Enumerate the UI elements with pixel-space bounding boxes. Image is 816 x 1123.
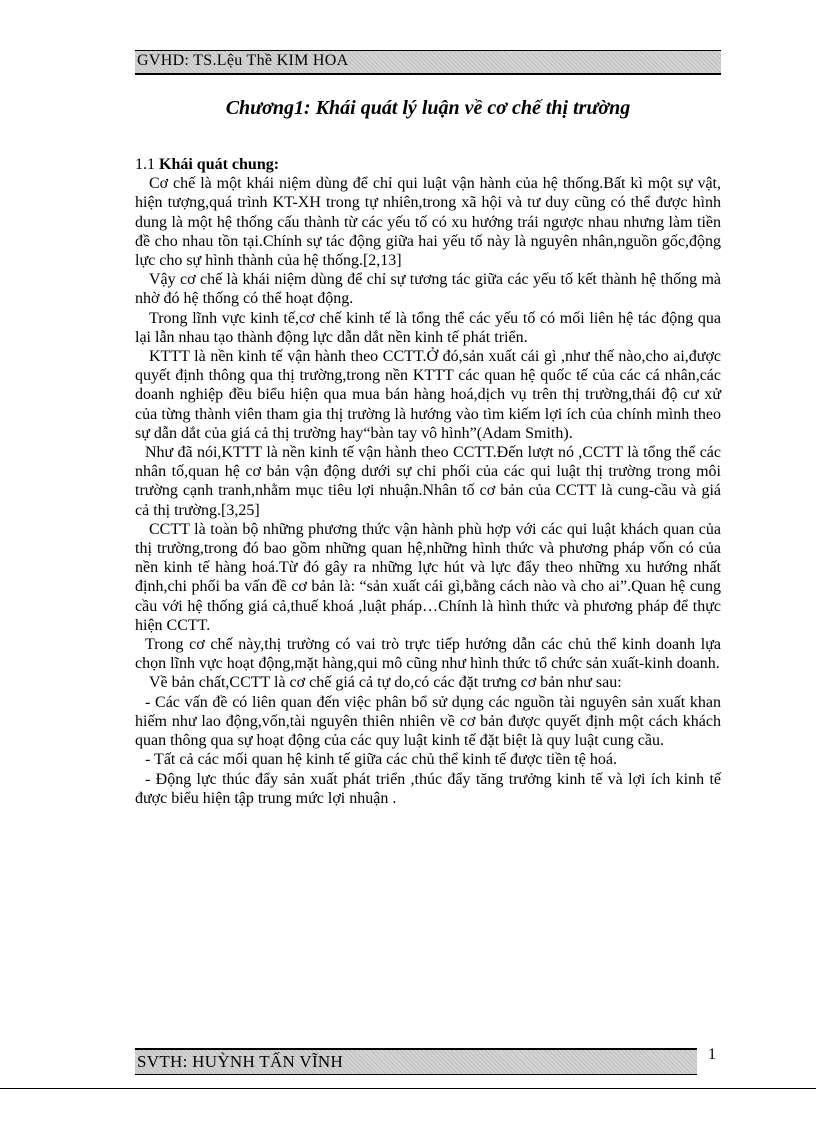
paragraph: Vậy cơ chế là khái niệm dùng để chỉ sự tương tác giữa các yếu tố kết thành hệ thống mà nhờ đó hệ thống có thể hoạt động. xyxy=(135,271,721,308)
page-header xyxy=(135,50,721,75)
bullet-item: - Tất cả các mối quan hệ kinh tế giữa các chủ thể kinh tế được tiền tệ hoá. xyxy=(145,751,617,769)
header-advisor: GVHD: TS.Lệu Thề KIM HOA xyxy=(137,52,349,69)
paragraph: Trong cơ chế này,thị trường có vai trò trực tiếp hướng dẫn các chủ thể kinh doanh lựa chọn lĩnh vực hoạt động,mặt hàng,qui mô cũng như hình thức tổ chức sản xuất-kinh doanh. xyxy=(135,636,721,673)
body-content xyxy=(135,155,721,808)
paragraph: Như đã nói,KTTT là nền kinh tế vận hành theo CCTT.Đến lượt nó ,CCTT là tổng thể các nhân tố,quan hệ cơ bản vận động dưới sự chi phối của các qui luật thị trường trong môi trường cạnh tranh,nhằm mục tiêu lợi nhuận.Nhân tố cơ bản của CCTT là cung-cầu và giá cả thị trường.[3,25] xyxy=(135,444,721,519)
section-number: 1.1 xyxy=(135,156,155,173)
page-footer xyxy=(135,1048,697,1075)
section-title: Khái quát chung: xyxy=(159,156,280,173)
paragraph: Về bản chất,CCTT là cơ chế giá cả tự do,có các đặt trưng cơ bản như sau: xyxy=(149,674,622,692)
paragraph: Trong lĩnh vực kinh tế,cơ chế kinh tế là tổng thể các yếu tố có mối liên hệ tác động qua lại lẫn nhau tạo thành động lực dẫn dắt nền kinh tế phát triển. xyxy=(135,309,721,346)
bullet-item: - Các vấn đề có liên quan đến việc phân bổ sử dụng các nguồn tài nguyên sản xuất khan hiếm như lao động,vốn,tài nguyên thiên nhiên về cơ bản được quyết định một cách khách quan thông qua sự hoạt động của các quy luật kinh tế đặt biệt là quy luật cung cầu. xyxy=(135,693,721,750)
paragraph: Cơ chế là một khái niệm dùng để chỉ qui luật vận hành của hệ thống.Bất kì một sự vật, hiện tượng,quá trình KT-XH trong tự nhiên,trong xã hội và tư duy cũng có thể được hình dung là một hệ thống cấu thành từ các yếu tố có xu hướng trái ngược nhau nhưng làm tiền đề cho nhau tồn tại.Chính sự tác động giữa hai yếu tố này là nguyên nhân,nguồn gốc,động lực cho sự hình thành của hệ thống.[2,13] xyxy=(135,175,721,270)
paragraph: CCTT là toàn bộ những phương thức vận hành phù hợp với các qui luật khách quan của thị trường,trong đó bao gồm những quan hệ,những hình thức và phương pháp vốn có của nền kinh tế hàng hoá.Từ đó gây ra những lực hút và lực đẩy theo những xu hướng nhất định,chi phối ba vấn đề cơ bản là: “sản xuất cái gì,bằng cách nào và cho ai”.Quan hệ cung cầu với hệ thống giá cả,thuế khoá ,luật pháp…Chính là hình thức và phương pháp để thực hiện CCTT. xyxy=(135,520,721,634)
footer-student: SVTH: HUỲNH TẤN VĨNH xyxy=(137,1052,344,1071)
bullet-item: - Động lực thúc đẩy sản xuất phát triển ,thúc đẩy tăng trưởng kinh tế và lợi ích kinh tế được biểu hiện tập trung mức lợi nhuận . xyxy=(135,770,721,807)
paragraph: KTTT là nền kinh tế vận hành theo CCTT.Ở đó,sản xuất cái gì ,như thế nào,cho ai,được quyết định thông qua thị trường,trong nền KTTT các quan hệ quốc tế của các cá nhân,các doanh nghiệp đều biểu hiện qua mua bán hàng hoá,dịch vụ trên thị trường,thái độ cư xử của từng thành viên tham gia thị trường là hướng vào tìm kiếm lợi ích của chính mình theo sự dẫn dắt của giá cả thị trường hay“bàn tay vô hình”(Adam Smith). xyxy=(135,348,721,442)
section-heading xyxy=(135,155,721,174)
page-number: 1 xyxy=(708,1046,716,1063)
chapter-title: Chương1: Khái quát lý luận về cơ chế thị trường xyxy=(225,97,631,119)
page-divider xyxy=(0,1088,816,1089)
